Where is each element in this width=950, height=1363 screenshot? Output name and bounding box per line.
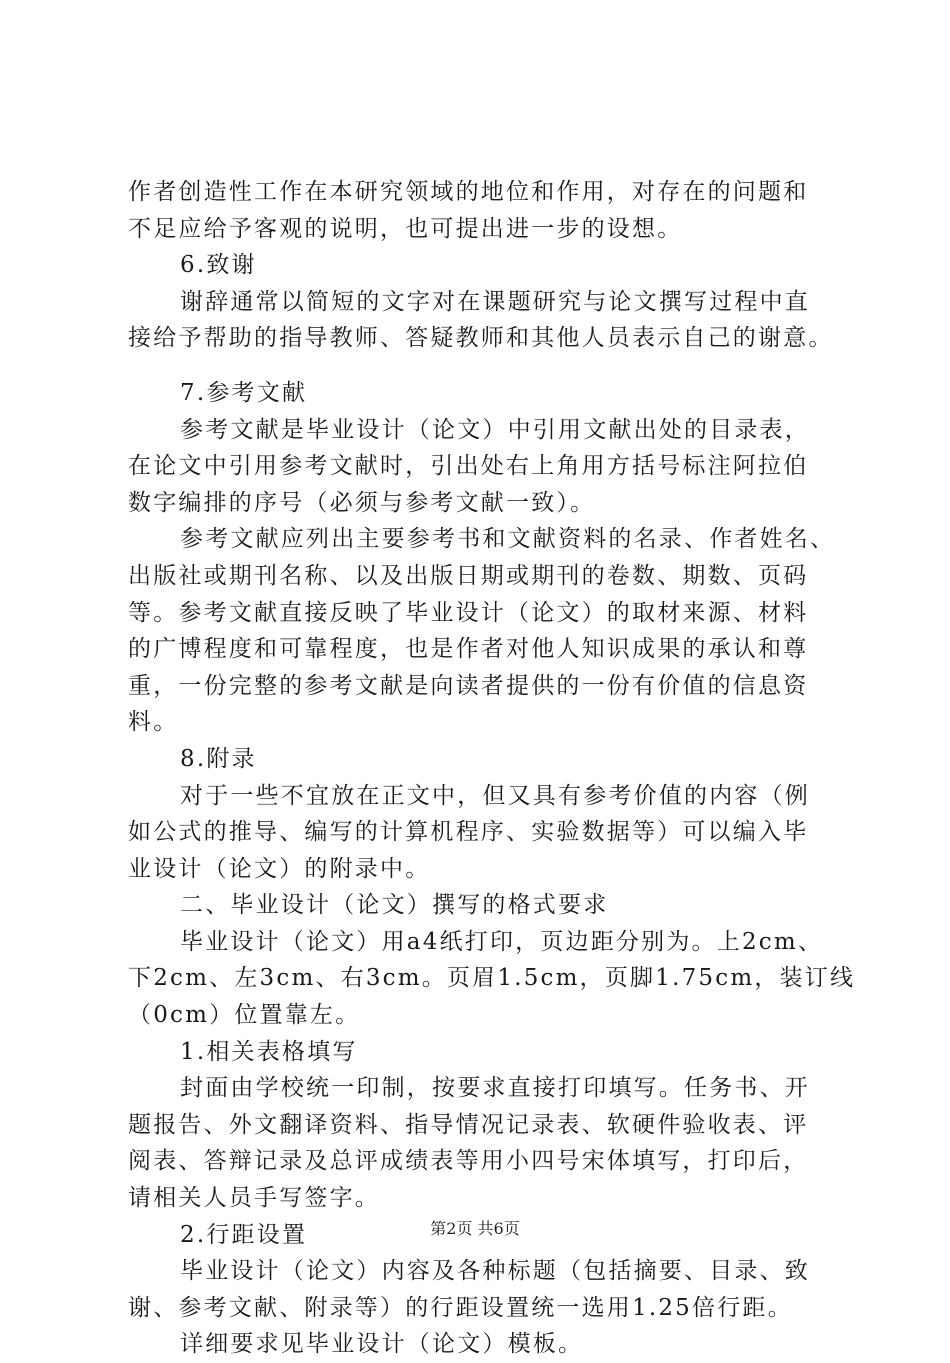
body-line: 毕业设计（论文）内容及各种标题（包括摘要、目录、致 [180,1258,810,1285]
section-heading-appendix: 8.附录 [180,745,257,772]
body-line: 出版社或期刊名称、以及出版日期或期刊的卷数、期数、页码 [128,562,809,589]
body-line: 业设计（论文）的附录中。 [128,855,431,882]
body-line: 不足应给予客观的说明，也可提出进一步的设想。 [128,215,683,242]
section-heading-acknowledgements: 6.致谢 [180,252,257,279]
body-line: 请相关人员手写签字。 [128,1185,380,1212]
section-heading-forms: 1.相关表格填写 [180,1038,358,1065]
body-line: 参考文献是毕业设计（论文）中引用文献出处的目录表， [180,416,810,443]
section-heading-line-spacing: 2.行距设置 [180,1221,308,1248]
body-line: 毕业设计（论文）用a4纸打印，页边距分别为。上2cm、 [180,928,824,955]
body-line: 的广博程度和可靠程度，也是作者对他人知识成果的承认和尊 [128,636,809,663]
body-line: 如公式的推导、编写的计算机程序、实验数据等）可以编入毕 [128,819,809,846]
body-line: 数字编排的序号（必须与参考文献一致）。 [128,489,596,516]
body-line: 封面由学校统一印制，按要求直接打印填写。任务书、开 [180,1075,810,1102]
body-line: 详细要求见毕业设计（论文）模板。 [180,1331,584,1358]
body-line: 下2cm、左3cm、右3cm。页眉1.5cm，页脚1.75cm，装订线 [128,965,856,992]
section-heading-references: 7.参考文献 [180,379,308,406]
body-line: 题报告、外文翻译资料、指导情况记录表、软硬件验收表、评 [128,1111,809,1138]
paragraph-gap [128,357,838,375]
body-line: 料。 [128,709,179,736]
body-line: 对于一些不宜放在正文中，但又具有参考价值的内容（例 [180,782,810,809]
section-heading-format-requirements: 二、毕业设计（论文）撰写的格式要求 [180,892,609,919]
body-line: 谢辞通常以简短的文字对在课题研究与论文撰写过程中直 [180,288,810,315]
body-line: 重，一份完整的参考文献是向读者提供的一份有价值的信息资 [128,672,809,699]
body-line: 谢、参考文献、附录等）的行距设置统一选用1.25倍行距。 [128,1294,793,1321]
document-body [128,174,856,1363]
body-line: （0cm）位置靠左。 [128,1002,361,1029]
body-line: 在论文中引用参考文献时，引出处右上角用方括号标注阿拉伯 [128,453,809,480]
body-line: 作者创造性工作在本研究领域的地位和作用，对存在的问题和 [128,179,809,205]
body-line: 参考文献应列出主要参考书和文献资料的名录、作者姓名、 [180,526,836,553]
page-number: 第2页 共6页 [430,1219,520,1238]
body-line: 阅表、答辩记录及总评成绩表等用小四号宋体填写，打印后， [128,1148,809,1175]
body-line: 等。参考文献直接反映了毕业设计（论文）的取材来源、材料 [128,599,809,626]
body-line: 接给予帮助的指导教师、答疑教师和其他人员表示自己的谢意。 [128,325,834,352]
